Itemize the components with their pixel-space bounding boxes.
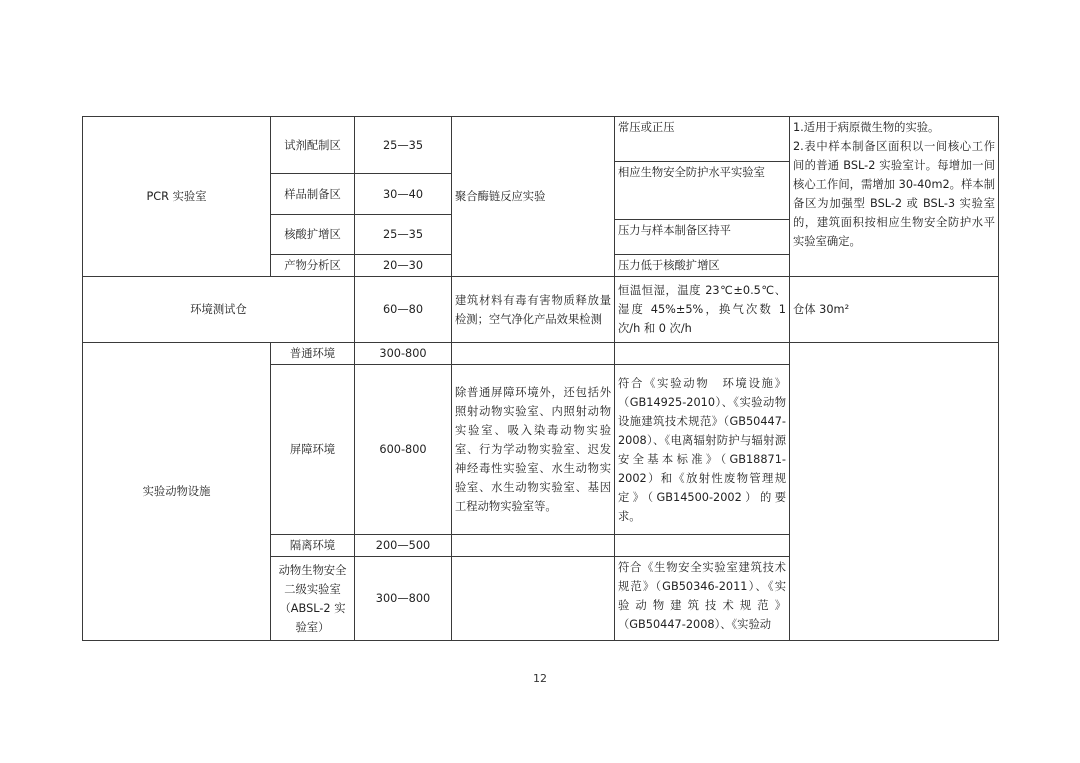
purpose-cell: 聚合酶链反应实验 [452,117,615,277]
area-name-cell: 普通环境 [271,343,355,365]
notes-cell: 仓体 30m² [790,277,999,343]
area-name-cell: 试剂配制区 [271,117,355,174]
area-range-cell: 600-800 [355,365,452,535]
purpose-cell: 建筑材料有毒有害物质释放量检测；空气净化产品效果检测 [452,277,615,343]
area-name-cell: 隔离环境 [271,535,355,557]
area-range-cell: 25—35 [355,215,452,255]
page-number: 12 [533,672,547,685]
area-range-cell: 25—35 [355,117,452,174]
notes-cell [790,343,999,641]
requirement-cell [615,343,790,365]
purpose-cell [452,557,615,641]
requirement-cell: 相应生物安全防护水平实验室 [615,162,790,220]
area-range-cell: 200—500 [355,535,452,557]
area-name-cell: 样品制备区 [271,174,355,215]
facility-name-cell: 实验动物设施 [83,343,271,641]
lab-area-table [82,116,999,641]
area-name-cell: 产物分析区 [271,255,355,277]
requirement-cell: 符合《实验动物 环境设施》（GB14925-2010）、《实验动物设施建筑技术规范》（GB50447-2008）、《电离辐射防护与辐射源安全基本标准》（GB18871-2002）和《放射性废物管理规定》（GB14500-2002）的要求。 [615,365,790,535]
note-line: 2.表中样本制备区面积以一间核心工作间的普通 BSL-2 实验室计。每增加一间核心工作间，需增加 30-40m2。样本制备区为加强型 BSL-2 或 BSL-3 实验室的，建筑面积按相应生物安全防护水平实验室确定。 [793,140,995,248]
requirement-cell [615,535,790,557]
requirement-cell: 压力与样本制备区持平 [615,220,790,255]
area-range-cell: 60—80 [355,277,452,343]
facility-name-cell: PCR 实验室 [83,117,271,277]
requirement-cell: 恒温恒湿，温度 23℃±0.5℃、湿度 45%±5%，换气次数 1 次/h 和 0 次/h [615,277,790,343]
purpose-cell: 除普通屏障环境外，还包括外照射动物实验室、内照射动物实验室、吸入染毒动物实验室、行为学动物实验室、迟发神经毒性实验室、水生动物实验室、水生动物实验室、基因工程动物实验室等。 [452,365,615,535]
area-range-cell: 300-800 [355,343,452,365]
purpose-cell [452,535,615,557]
area-name-cell: 核酸扩增区 [271,215,355,255]
area-range-cell: 300—800 [355,557,452,641]
purpose-cell [452,343,615,365]
requirement-cell: 压力低于核酸扩增区 [615,255,790,277]
area-name-cell: 动物生物安全二级实验室（ABSL-2 实验室） [271,557,355,641]
facility-name-cell: 环境测试仓 [83,277,355,343]
notes-cell [790,117,999,277]
requirement-cell: 常压或正压 [615,117,790,162]
note-line: 1.适用于病原微生物的实验。 [793,121,940,134]
area-range-cell: 20—30 [355,255,452,277]
area-range-cell: 30—40 [355,174,452,215]
area-name-cell: 屏障环境 [271,365,355,535]
requirement-cell: 符合《生物安全实验室建筑技术规范》（GB50346-2011）、《实验动物建筑技术规范》（GB50447-2008）、《实验动 [615,557,790,641]
